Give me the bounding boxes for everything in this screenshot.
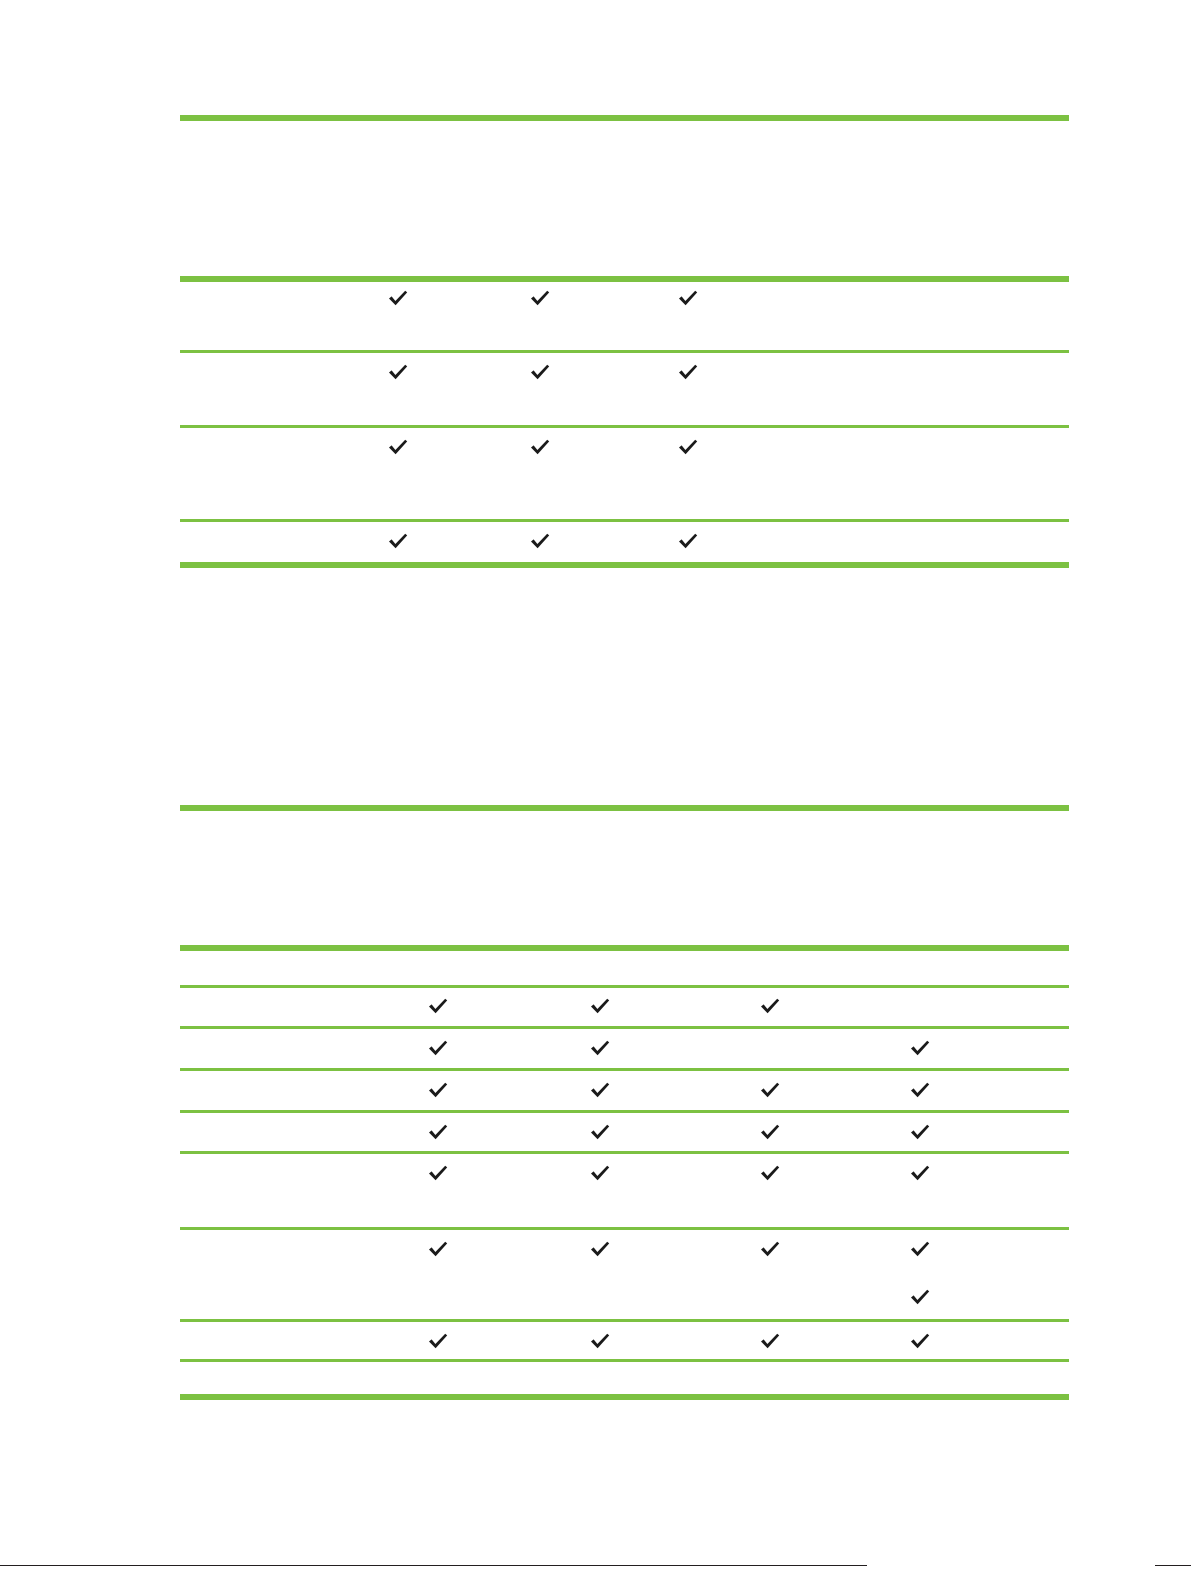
check-mark-icon bbox=[910, 1124, 930, 1140]
row-divider bbox=[180, 519, 1069, 522]
row-divider bbox=[180, 425, 1069, 428]
check-mark-icon bbox=[530, 364, 550, 380]
check-mark-icon bbox=[388, 533, 408, 549]
row-divider bbox=[180, 1151, 1069, 1154]
check-mark-icon bbox=[910, 1241, 930, 1257]
check-mark-icon bbox=[760, 1124, 780, 1140]
row-divider bbox=[180, 1227, 1069, 1230]
check-mark-icon bbox=[760, 1333, 780, 1349]
check-mark-icon bbox=[910, 1289, 930, 1305]
row-divider bbox=[180, 1068, 1069, 1071]
check-mark-icon bbox=[678, 533, 698, 549]
check-mark-icon bbox=[590, 1124, 610, 1140]
check-mark-icon bbox=[760, 1082, 780, 1098]
check-mark-icon bbox=[388, 439, 408, 455]
check-mark-icon bbox=[590, 1165, 610, 1181]
check-mark-icon bbox=[590, 1241, 610, 1257]
check-mark-icon bbox=[428, 1333, 448, 1349]
row-divider bbox=[180, 1110, 1069, 1113]
row-divider bbox=[180, 1026, 1069, 1029]
check-mark-icon bbox=[590, 998, 610, 1014]
footer-rule-right bbox=[1155, 1565, 1191, 1566]
check-mark-icon bbox=[910, 1082, 930, 1098]
check-mark-icon bbox=[530, 533, 550, 549]
check-mark-icon bbox=[678, 290, 698, 306]
check-mark-icon bbox=[678, 439, 698, 455]
footer-rule bbox=[0, 1565, 867, 1566]
check-mark-icon bbox=[910, 1165, 930, 1181]
check-mark-icon bbox=[428, 1124, 448, 1140]
check-mark-icon bbox=[388, 364, 408, 380]
table-bottom-rule bbox=[180, 562, 1069, 568]
row-divider bbox=[180, 985, 1069, 988]
check-mark-icon bbox=[530, 290, 550, 306]
check-mark-icon bbox=[428, 1082, 448, 1098]
check-mark-icon bbox=[590, 1333, 610, 1349]
check-mark-icon bbox=[428, 1040, 448, 1056]
check-mark-icon bbox=[388, 290, 408, 306]
table-top-rule bbox=[180, 115, 1069, 121]
row-divider bbox=[180, 350, 1069, 353]
check-mark-icon bbox=[530, 439, 550, 455]
check-mark-icon bbox=[760, 998, 780, 1014]
check-mark-icon bbox=[760, 1165, 780, 1181]
header-rule bbox=[180, 276, 1069, 282]
check-mark-icon bbox=[428, 1241, 448, 1257]
table-top-rule bbox=[180, 805, 1069, 811]
check-mark-icon bbox=[428, 998, 448, 1014]
row-divider bbox=[180, 1359, 1069, 1362]
check-mark-icon bbox=[910, 1333, 930, 1349]
check-mark-icon bbox=[590, 1082, 610, 1098]
check-mark-icon bbox=[760, 1241, 780, 1257]
check-mark-icon bbox=[910, 1040, 930, 1056]
check-mark-icon bbox=[428, 1165, 448, 1181]
check-mark-icon bbox=[590, 1040, 610, 1056]
header-rule bbox=[180, 945, 1069, 951]
check-mark-icon bbox=[678, 364, 698, 380]
table-bottom-rule bbox=[180, 1394, 1069, 1400]
row-divider bbox=[180, 1319, 1069, 1322]
